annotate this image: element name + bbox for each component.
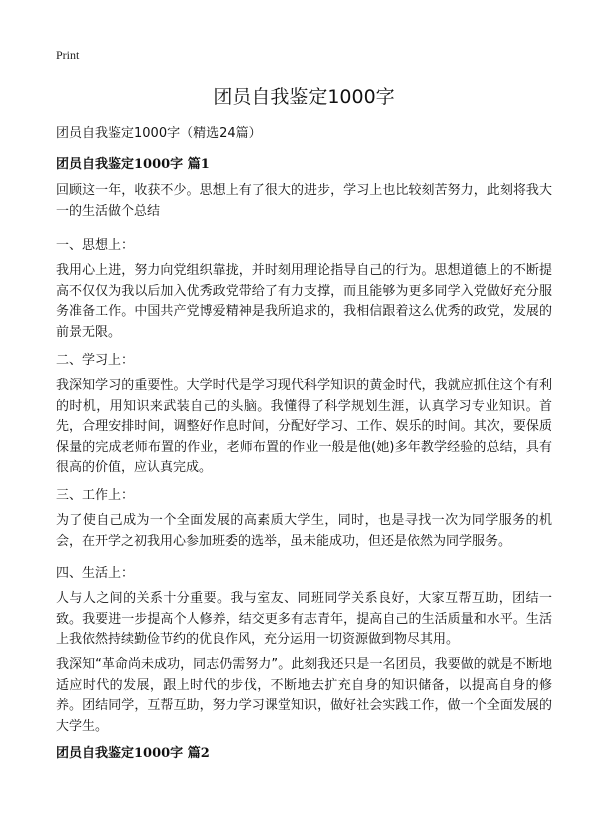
- study-paragraph: 我深知学习的重要性。大学时代是学习现代科学知识的黄金时代，我就应抓住这个有利的时机，用知识来武装自己的头脑。我懂得了科学规划生涯，认真学习专业知识。首先，合理安排时间，调整好作息时间，分配好学习、工作、娱乐的时间。其次，要保质保量的完成老师布置的作业，老师布置的作业一般是他(她)多年教学经验的总结，具有很高的价值，应认真完成。: [56, 378, 552, 475]
- work-heading: 三、工作上：: [56, 488, 135, 503]
- article-1-heading: 团员自我鉴定1000字 篇1: [56, 157, 210, 172]
- page-title: 团员自我鉴定1000字: [213, 86, 395, 108]
- document-subtitle: 团员自我鉴定1000字（精选24篇）: [56, 126, 262, 141]
- thought-paragraph: 我用心上进，努力向党组织靠拢，并时刻用理论指导自己的行为。思想道德上的不断提高不仅仅为我以后加入优秀政党带给了有力支撑，而且能够为更多同学入党做好充分服务准备工作。中国共产党博爱精神是我所追求的，我相信跟着这么优秀的政党，发展的前景无限。: [56, 263, 552, 340]
- life-heading: 四、生活上：: [56, 566, 135, 581]
- print-label[interactable]: Print: [56, 48, 80, 62]
- study-heading: 二、学习上：: [56, 353, 135, 368]
- closing-paragraph: 我深知“革命尚未成功，同志仍需努力”。此刻我还只是一名团员，我要做的就是不断地适应时代的发展，跟上时代的步伐，不断地去扩充自身的知识储备，以提高自身的修养。团结同学，互帮互助，努力学习课堂知识，做好社会实践工作，做一个全面发展的大学生。: [56, 657, 552, 734]
- life-paragraph: 人与人之间的关系十分重要。我与室友、同班同学关系良好，大家互帮互助，团结一致。我要进一步提高个人修养，结交更多有志青年，提高自己的生活质量和水平。生活上我依然持续勤俭节约的优良作风，充分运用一切资源做到物尽其用。: [56, 591, 552, 647]
- thought-heading: 一、思想上：: [56, 238, 135, 253]
- work-paragraph: 为了使自己成为一个全面发展的高素质大学生，同时，也是寻找一次为同学服务的机会，在开学之初我用心参加班委的选举，虽未能成功，但还是依然为同学服务。: [56, 513, 552, 549]
- article-2-heading: 团员自我鉴定1000字 篇2: [56, 746, 210, 761]
- article-1-intro: 回顾这一年，收获不少。思想上有了很大的进步，学习上也比较刻苦努力，此刻将我大一的生活做个总结: [56, 183, 552, 219]
